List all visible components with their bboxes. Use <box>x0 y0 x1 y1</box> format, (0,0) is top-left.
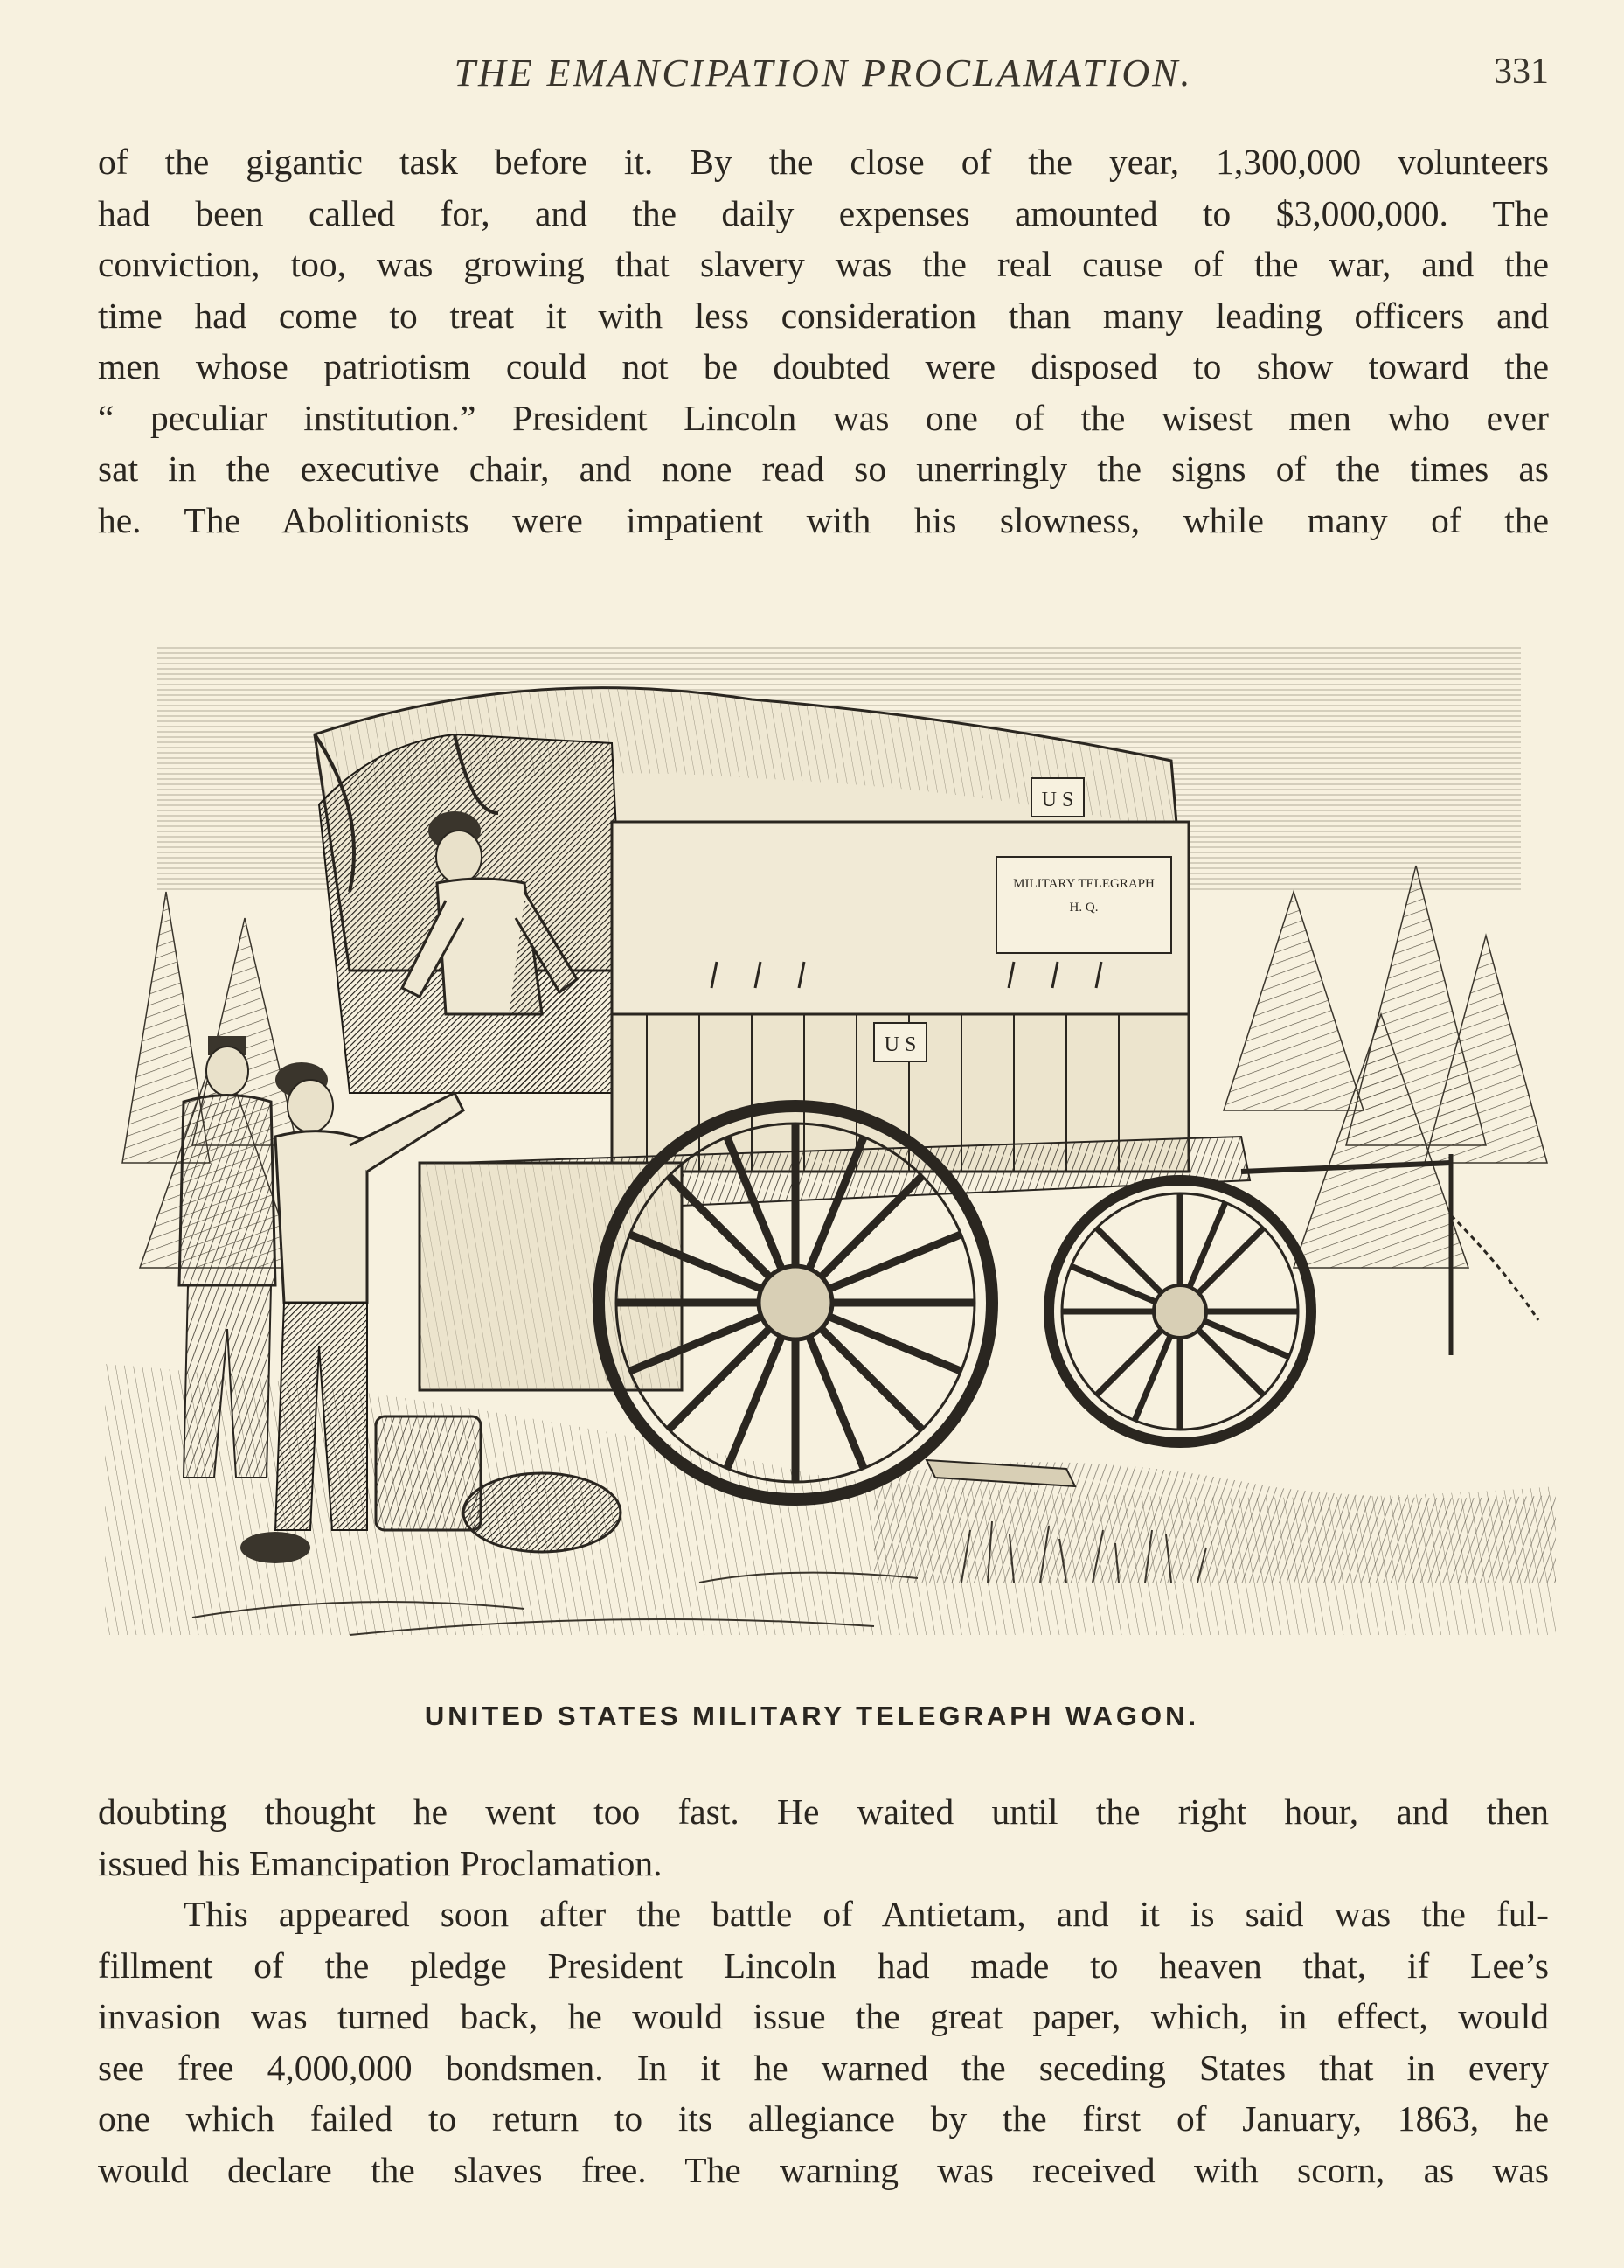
text-line: doubting thought he went too fast. He waited until the right hour, and then <box>98 1791 1549 1832</box>
text-line: time had come to treat it with less consideration than many leading officers and <box>98 295 1549 336</box>
text-line: men whose patriotism could not be doubted were disposed to show toward the <box>98 346 1549 386</box>
front-wheel <box>1049 1180 1311 1443</box>
bottom-paragraph-2 <box>98 1889 1549 2195</box>
text-line: one which failed to return to its allegiance by the first of January, 1863, he <box>98 2098 1549 2139</box>
chapter-title: THE EMANCIPATION PROCLAMATION. <box>454 52 1193 94</box>
text-line: conviction, too, was growing that slavery was the real cause of the war, and the <box>98 244 1549 284</box>
telegraph-wagon-engraving <box>87 603 1573 1701</box>
text-line: fillment of the pledge President Lincoln had made to heaven that, if Lee’s <box>98 1944 1549 1986</box>
text-line: This appeared soon after the battle of Antietam, and it is said was the ful- <box>184 1894 1549 1934</box>
text-line: issued his Emancipation Proclamation. <box>98 1842 663 1883</box>
text-line: of the gigantic task before it. By the close of the year, 1,300,000 volunteers <box>98 142 1549 182</box>
sign-text-military-telegraph: MILITARY TELEGRAPH <box>1013 877 1155 891</box>
text-line: sat in the executive chair, and none read so unerringly the signs of the times as <box>98 449 1549 489</box>
page-number: 331 <box>1494 52 1549 92</box>
sign-text-hq: H. Q. <box>1069 901 1099 915</box>
text-line: “ peculiar institution.” President Lincoln was one of the wisest men who ever <box>98 397 1549 438</box>
running-head <box>98 51 1549 103</box>
rear-wheel <box>599 1106 992 1499</box>
text-line: had been called for, and the daily expenses amounted to $3,000,000. The <box>98 192 1549 233</box>
bottom-paragraph-1 <box>98 1786 1549 1889</box>
wagon-lettering-top: U S <box>1041 789 1074 811</box>
text-line: invasion was turned back, he would issue the great paper, which, in effect, would <box>98 1996 1549 2036</box>
engraving-illustration <box>87 603 1573 1701</box>
wagon-lettering-side: U S <box>884 1033 917 1056</box>
text-line: would declare the slaves free. The warning was received with scorn, as was <box>98 2149 1549 2190</box>
figure-caption: UNITED STATES MILITARY TELEGRAPH WAGON. <box>424 1701 1200 1731</box>
text-line: he. The Abolitionists were impatient with his slowness, while many of the <box>98 499 1549 540</box>
top-paragraph <box>98 136 1549 546</box>
text-line: see free 4,000,000 bondsmen. In it he warned the seceding States that in every <box>98 2047 1549 2088</box>
